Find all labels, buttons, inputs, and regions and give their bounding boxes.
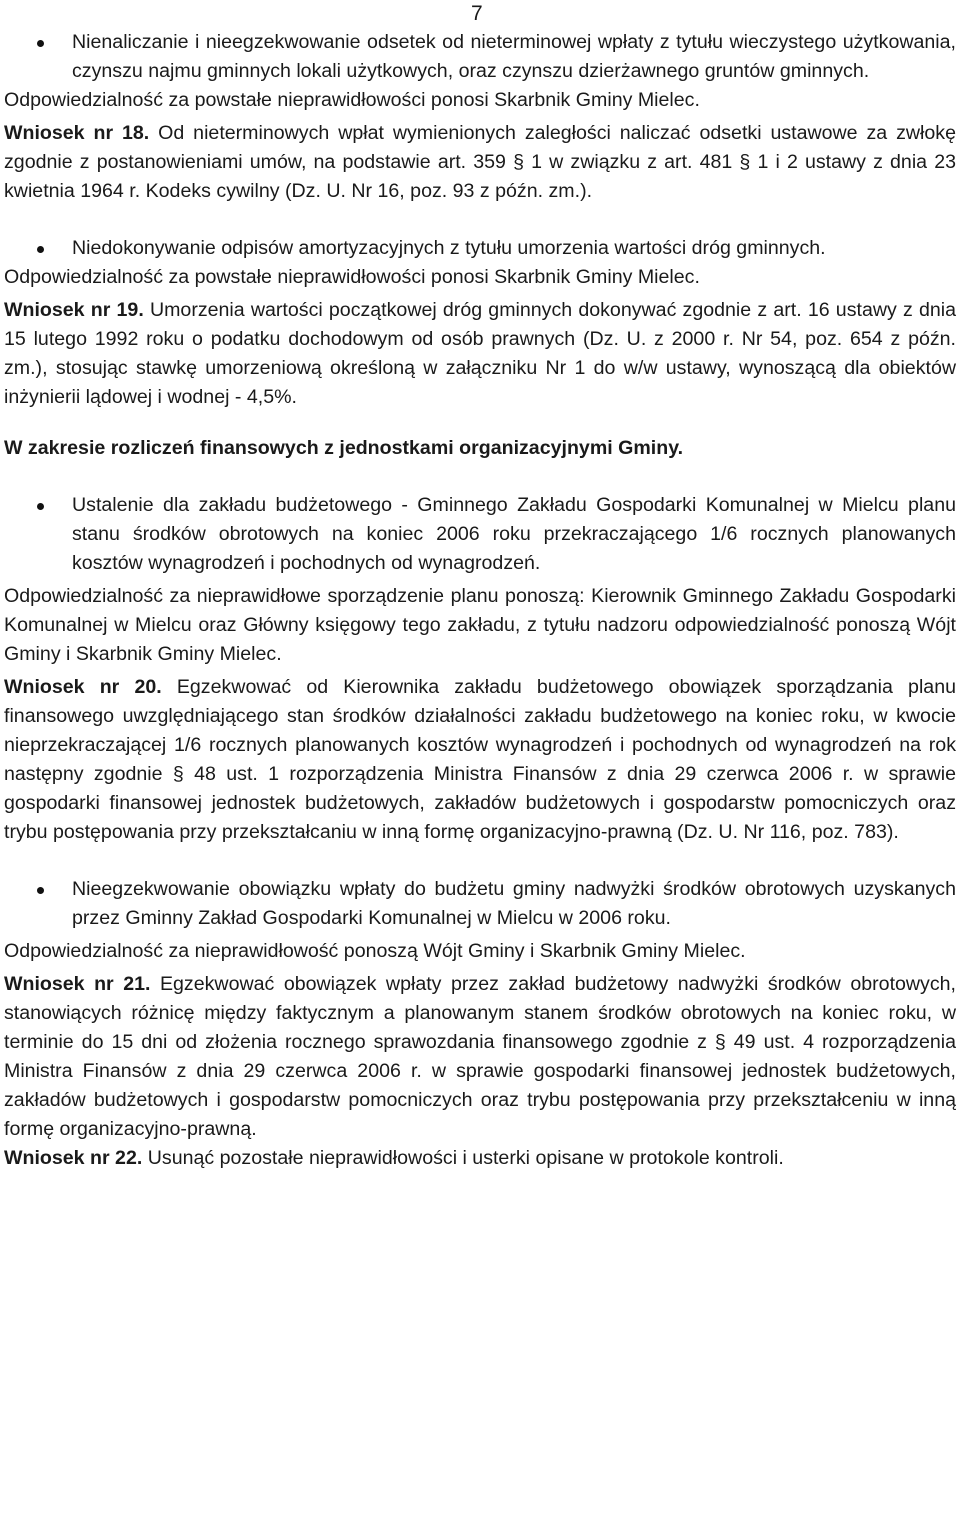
responsibility-paragraph: Odpowiedzialność za nieprawidłowość ponoszą Wójt Gminy i Skarbnik Gminy Mielec.	[4, 940, 746, 962]
bullet-icon	[37, 40, 44, 47]
recommendation-22	[4, 1144, 956, 1173]
recommendation-21	[4, 970, 956, 1144]
recommendation-text: Egzekwować od Kierownika zakładu budżetowego obowiązek sporządzania planu finansowego uwzględniającego stan środków działalności zakładu budżetowego na koniec roku, w kwocie nieprzekraczającej 1/6 rocznych planowanych kosztów wynagrodzeń i pochodnych od wynagrodzeń na rok następny zgodnie § 48 ust. 1 rozporządzenia Ministra Finansów z dnia 29 czerwca 2006 r. w sprawie gospodarki finansowej jednostek budżetowych, zakładów budżetowych i gospodarstw pomocniczych oraz trybu postępowania przy przekształcaniu w inną formę organizacyjno-prawną (Dz. U. Nr 116, poz. 783).	[4, 676, 956, 843]
bullet-icon	[37, 503, 44, 510]
recommendation-text: Egzekwować obowiązek wpłaty przez zakład budżetowy nadwyżki środków obrotowych, stanowiących różnicę między faktycznym a planowanym stanem środków obrotowych na koniec roku, w terminie do 15 dni od złożenia rocznego sprawozdania finansowego zgodnie z § 49 ust. 4 rozporządzenia Ministra Finansów z dnia 29 czerwca 2006 r. w sprawie gospodarki finansowej jednostek budżetowych, zakładów budżetowych i gospodarstw pomocniczych oraz trybu postępowania przy przekształceniu w inną formę organizacyjno-prawną.	[4, 973, 956, 1140]
bullet-icon	[37, 246, 44, 253]
recommendation-label: Wniosek nr 19.	[4, 299, 144, 321]
recommendation-20	[4, 673, 956, 847]
recommendation-text: Umorzenia wartości początkowej dróg gminnych dokonywać zgodnie z art. 16 ustawy z dnia 15 lutego 1992 roku o podatku dochodowym od osób prawnych (Dz. U. z 2000 r. Nr 54, poz. 654 z późn. zm.), stosując stawkę umorzeniową określoną w załączniku Nr 1 do w/w ustawy, wynoszącą dla obiektów inżynierii lądowej i wodnej - 4,5%.	[4, 299, 956, 408]
recommendation-text: Od nieterminowych wpłat wymienionych zaległości naliczać odsetki ustawowe za zwłokę zgodnie z postanowieniami umów, na podstawie art. 359 § 1 w związku z art. 481 § 1 i 2 ustawy z dnia 23 kwietnia 1964 r. Kodeks cywilny (Dz. U. Nr 16, poz. 93 z późn. zm.).	[4, 122, 956, 202]
recommendation-text: Usunąć pozostałe nieprawidłowości i usterki opisane w protokole kontroli.	[142, 1147, 784, 1169]
finding-bullet-2	[4, 234, 956, 263]
responsibility-paragraph: Odpowiedzialność za powstałe nieprawidłowości ponosi Skarbnik Gminy Mielec.	[4, 266, 700, 288]
bullet-icon	[37, 887, 44, 894]
finding-text: Nienaliczanie i nieegzekwowanie odsetek od nieterminowej wpłaty z tytułu wieczystego użytkowania, czynszu najmu gminnych lokali użytkowych, oraz czynszu dzierżawnego gruntów gminnych.	[72, 31, 956, 82]
section-heading: W zakresie rozliczeń finansowych z jednostkami organizacyjnymi Gminy.	[4, 437, 684, 459]
finding-bullet-3	[4, 491, 956, 578]
recommendation-18	[4, 119, 956, 206]
finding-text: Nieegzekwowanie obowiązku wpłaty do budżetu gminy nadwyżki środków obrotowych uzyskanych przez Gminny Zakład Gospodarki Komunalnej w Mielcu w 2006 roku.	[72, 878, 956, 929]
page-number: 7	[471, 2, 483, 25]
recommendation-19	[4, 296, 956, 412]
recommendation-label: Wniosek nr 18.	[4, 122, 150, 144]
recommendation-label: Wniosek nr 20.	[4, 676, 162, 698]
finding-bullet-1	[4, 28, 956, 86]
recommendation-label: Wniosek nr 22.	[4, 1147, 143, 1169]
recommendation-label: Wniosek nr 21.	[4, 973, 151, 995]
finding-text: Ustalenie dla zakładu budżetowego - Gminnego Zakładu Gospodarki Komunalnej w Mielcu planu stanu środków obrotowych na koniec 2006 roku przekraczającego 1/6 rocznych planowanych kosztów wynagrodzeń i pochodnych od wynagrodzeń.	[72, 494, 956, 574]
finding-bullet-4	[4, 875, 956, 933]
responsibility-paragraph: Odpowiedzialność za nieprawidłowe sporządzenie planu ponoszą: Kierownik Gminnego Zakładu Gospodarki Komunalnej w Mielcu oraz Główny księgowy tego zakładu, z tytułu nadzoru odpowiedzialność ponoszą Wójt Gminy i Skarbnik Gminy Mielec.	[4, 585, 956, 665]
finding-text: Niedokonywanie odpisów amortyzacyjnych z tytułu umorzenia wartości dróg gminnych.	[72, 237, 826, 259]
responsibility-paragraph: Odpowiedzialność za powstałe nieprawidłowości ponosi Skarbnik Gminy Mielec.	[4, 89, 700, 111]
